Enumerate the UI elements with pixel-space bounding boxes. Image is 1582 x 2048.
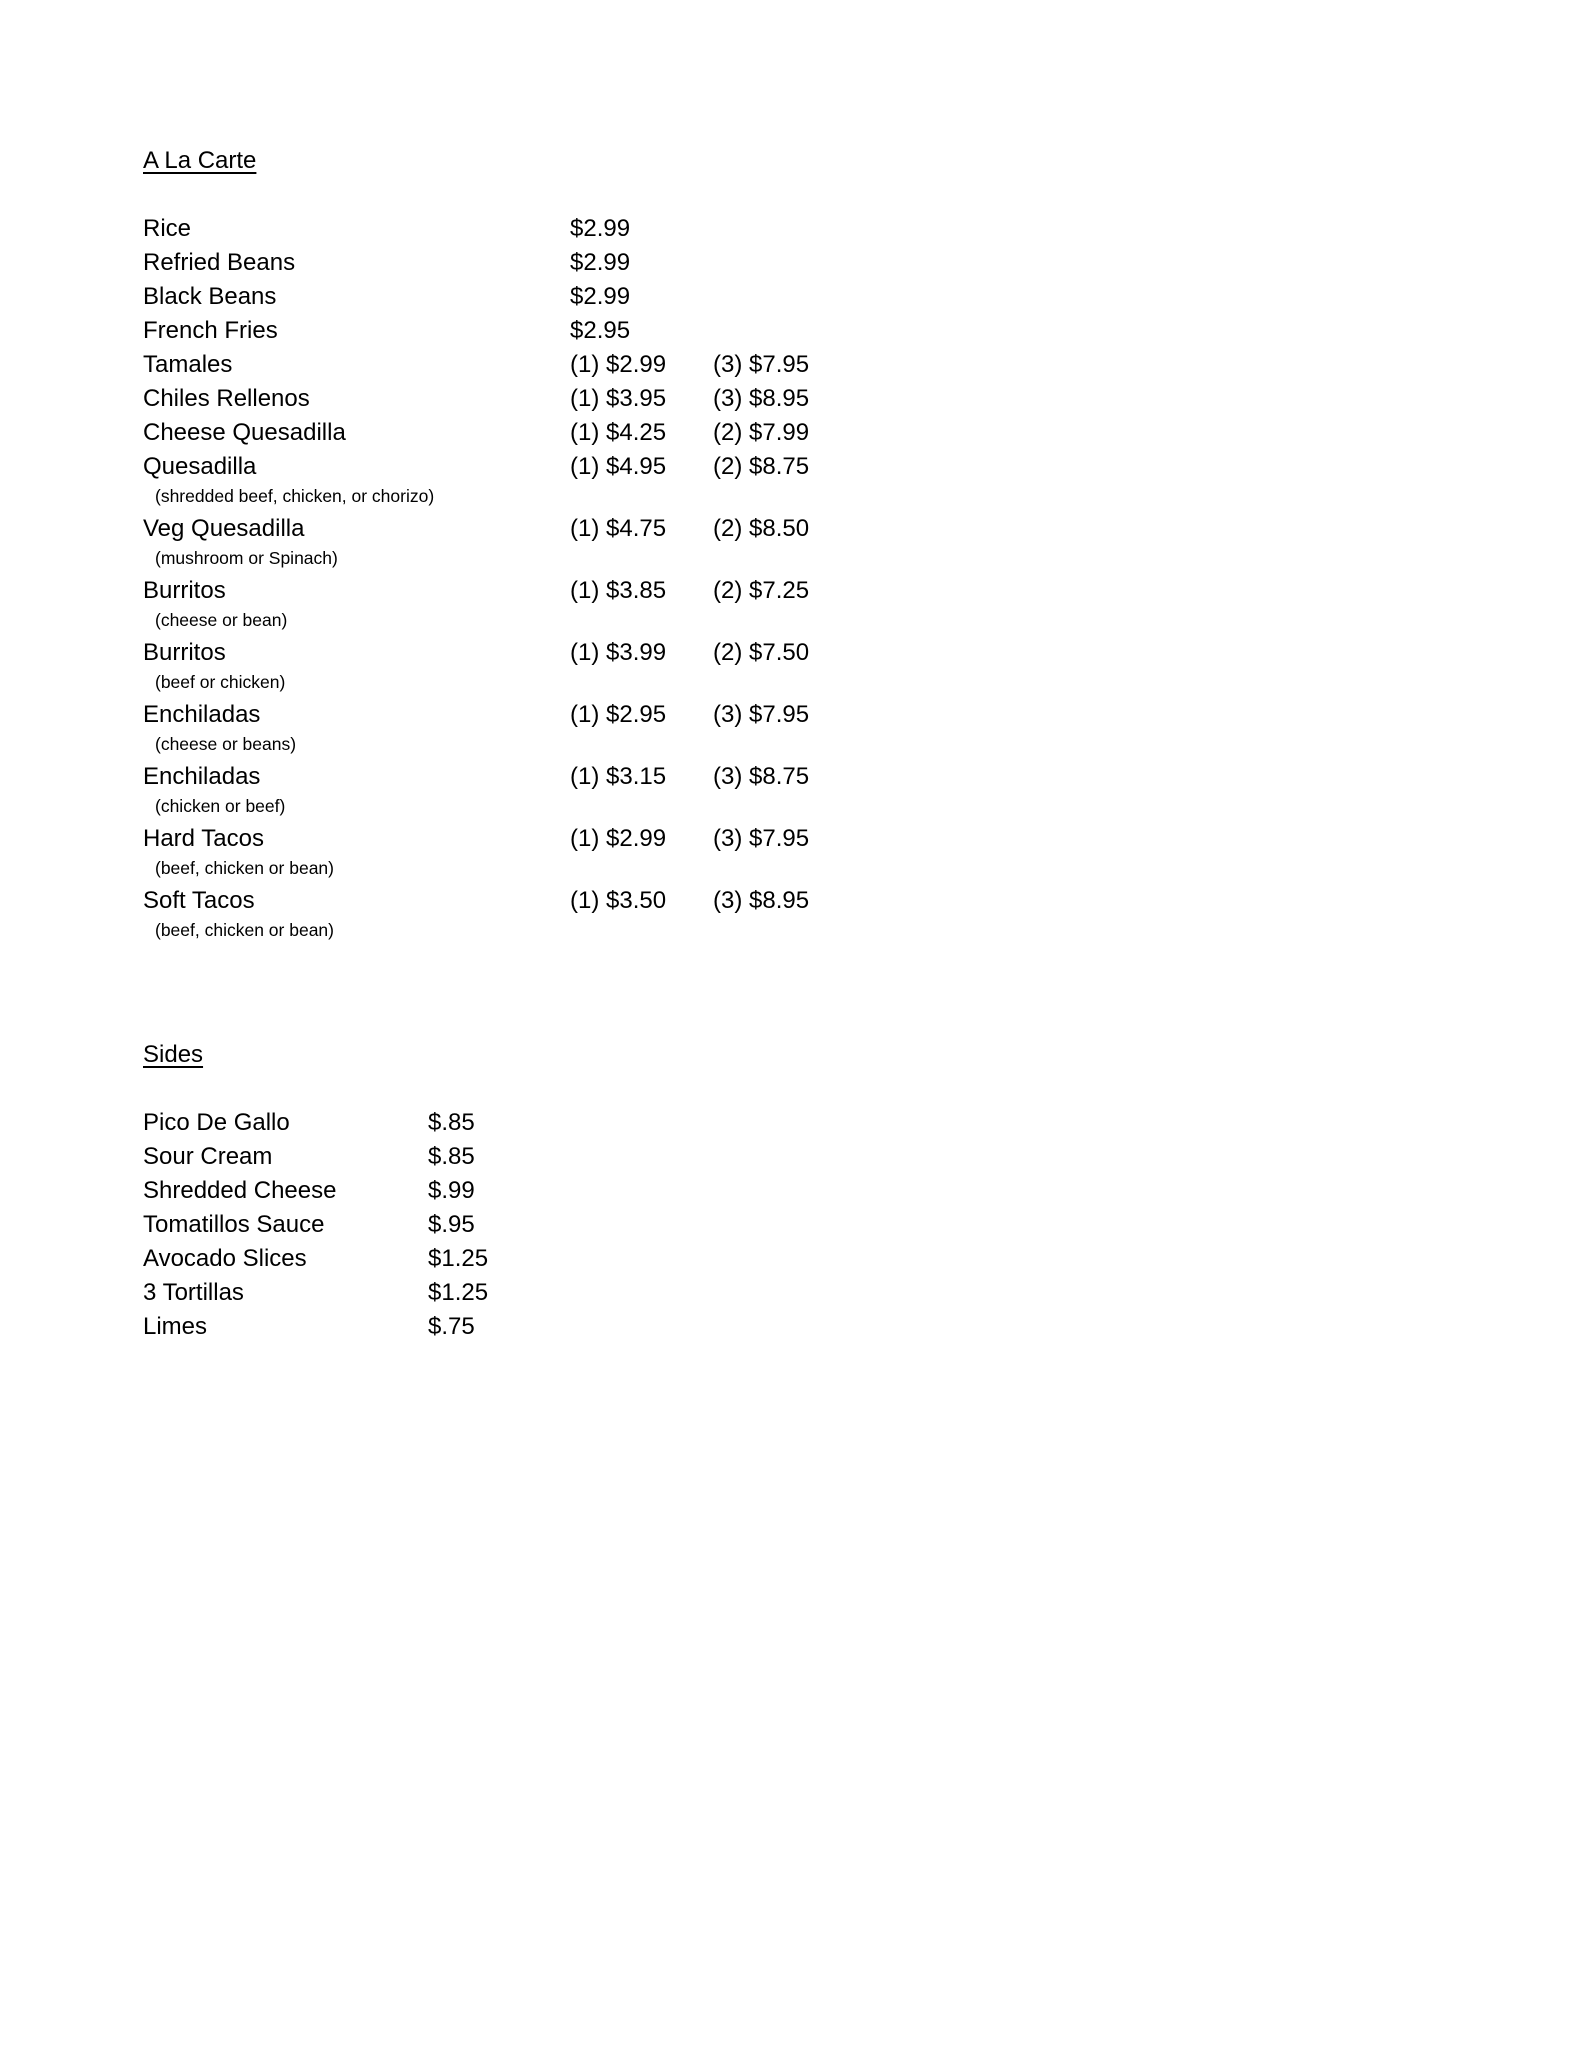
menu-item xyxy=(143,1174,1522,1208)
item-price-qty1: $2.99 xyxy=(570,249,631,276)
item-price-qty2: (2) $7.50 xyxy=(713,639,810,666)
item-price-qty2: (2) $7.99 xyxy=(713,419,810,446)
item-price: $.99 xyxy=(428,1177,475,1204)
item-note: (beef, chicken or bean) xyxy=(155,858,334,878)
item-name: Enchiladas xyxy=(143,763,261,790)
sides-list xyxy=(143,1106,1522,1344)
menu-item xyxy=(143,348,1522,382)
item-price: $.95 xyxy=(428,1211,475,1238)
item-price-qty1: (1) $4.95 xyxy=(570,453,667,480)
item-name: Limes xyxy=(143,1313,208,1340)
item-note: (beef or chicken) xyxy=(155,672,286,692)
item-price-qty1: $2.99 xyxy=(570,215,631,242)
item-name: Burritos xyxy=(143,639,226,666)
menu-item xyxy=(143,884,1522,918)
item-price-qty2: (2) $7.25 xyxy=(713,577,810,604)
a-la-carte-title: A La Carte xyxy=(143,147,257,174)
menu-item xyxy=(143,636,1522,670)
menu-page xyxy=(143,144,1522,1344)
item-name: Quesadilla xyxy=(143,453,257,480)
menu-item xyxy=(143,382,1522,416)
item-price-qty1: (1) $4.25 xyxy=(570,419,667,446)
menu-item xyxy=(143,1242,1522,1276)
menu-item xyxy=(143,512,1522,546)
item-name: 3 Tortillas xyxy=(143,1279,244,1306)
menu-item xyxy=(143,1140,1522,1174)
item-price: $.75 xyxy=(428,1313,475,1340)
item-price-qty1: (1) $2.99 xyxy=(570,351,667,378)
menu-item xyxy=(143,698,1522,732)
section-a-la-carte xyxy=(143,144,1522,942)
item-price-qty1: $2.95 xyxy=(570,317,631,344)
item-note: (chicken or beef) xyxy=(155,796,286,816)
item-name: Sour Cream xyxy=(143,1143,273,1170)
item-name: Avocado Slices xyxy=(143,1245,307,1272)
menu-item xyxy=(143,574,1522,608)
menu-item xyxy=(143,314,1522,348)
item-note: (mushroom or Spinach) xyxy=(155,548,338,568)
item-price: $.85 xyxy=(428,1109,475,1136)
item-price-qty1: (1) $2.95 xyxy=(570,701,667,728)
item-price-qty2: (3) $7.95 xyxy=(713,701,810,728)
sides-title: Sides xyxy=(143,1041,204,1068)
item-price-qty1: $2.99 xyxy=(570,283,631,310)
item-price-qty2: (3) $7.95 xyxy=(713,825,810,852)
item-name: Hard Tacos xyxy=(143,825,264,852)
item-name: Tamales xyxy=(143,351,233,378)
item-price-qty2: (2) $8.75 xyxy=(713,453,810,480)
item-note: (cheese or beans) xyxy=(155,734,297,754)
menu-item xyxy=(143,212,1522,246)
item-price-qty1: (1) $3.15 xyxy=(570,763,667,790)
item-name: Pico De Gallo xyxy=(143,1109,290,1136)
a-la-carte-list xyxy=(143,212,1522,942)
item-price-qty2: (3) $7.95 xyxy=(713,351,810,378)
menu-item xyxy=(143,450,1522,484)
item-name: Soft Tacos xyxy=(143,887,255,914)
item-name: Black Beans xyxy=(143,283,277,310)
item-price-qty2: (2) $8.50 xyxy=(713,515,810,542)
menu-item xyxy=(143,1276,1522,1310)
item-name: Tomatillos Sauce xyxy=(143,1211,325,1238)
item-note: (shredded beef, chicken, or chorizo) xyxy=(155,486,435,506)
item-name: Burritos xyxy=(143,577,226,604)
item-name: Refried Beans xyxy=(143,249,296,276)
item-name: Veg Quesadilla xyxy=(143,515,305,542)
item-price-qty2: (3) $8.95 xyxy=(713,887,810,914)
item-price-qty1: (1) $3.85 xyxy=(570,577,667,604)
item-price: $.85 xyxy=(428,1143,475,1170)
item-price-qty2: (3) $8.95 xyxy=(713,385,810,412)
item-price-qty1: (1) $2.99 xyxy=(570,825,667,852)
item-price: $1.25 xyxy=(428,1279,489,1306)
item-price-qty1: (1) $3.95 xyxy=(570,385,667,412)
item-price-qty1: (1) $3.99 xyxy=(570,639,667,666)
section-sides xyxy=(143,1038,1522,1344)
menu-item xyxy=(143,1310,1522,1344)
item-price-qty2: (3) $8.75 xyxy=(713,763,810,790)
item-price-qty1: (1) $4.75 xyxy=(570,515,667,542)
menu-item xyxy=(143,246,1522,280)
item-price: $1.25 xyxy=(428,1245,489,1272)
menu-item xyxy=(143,1208,1522,1242)
menu-item xyxy=(143,1106,1522,1140)
menu-item xyxy=(143,822,1522,856)
item-note: (cheese or bean) xyxy=(155,610,288,630)
item-name: French Fries xyxy=(143,317,278,344)
item-name: Shredded Cheese xyxy=(143,1177,337,1204)
item-name: Rice xyxy=(143,215,192,242)
item-note: (beef, chicken or bean) xyxy=(155,920,334,940)
menu-item xyxy=(143,760,1522,794)
item-name: Cheese Quesadilla xyxy=(143,419,346,446)
menu-item xyxy=(143,416,1522,450)
item-name: Enchiladas xyxy=(143,701,261,728)
item-name: Chiles Rellenos xyxy=(143,385,310,412)
menu-item xyxy=(143,280,1522,314)
item-price-qty1: (1) $3.50 xyxy=(570,887,667,914)
